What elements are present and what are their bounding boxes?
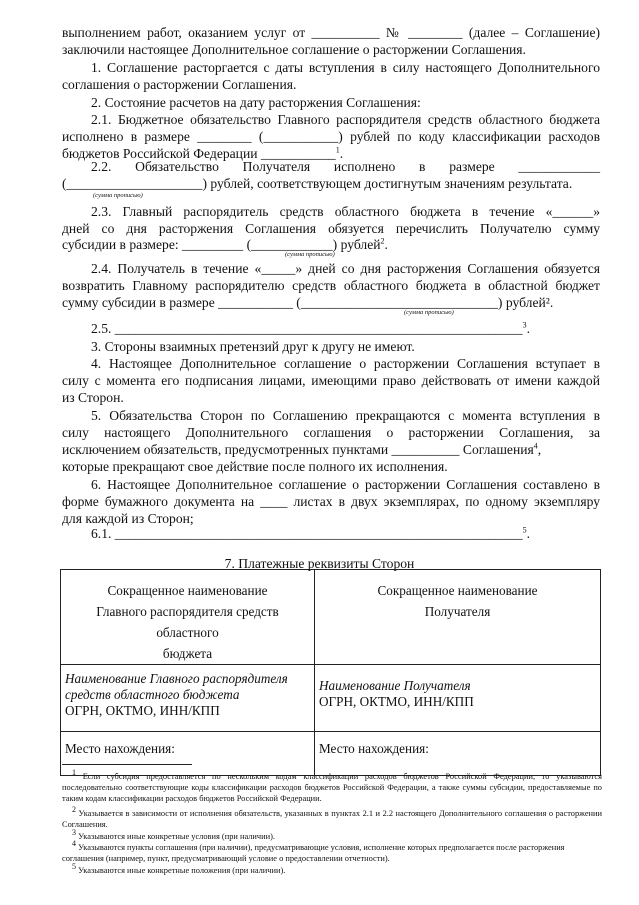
text-span: 6.1. ____________________________________________________________ xyxy=(91,526,523,541)
text-span: . xyxy=(384,237,388,252)
table-row xyxy=(61,732,601,776)
location-label: Место нахождения: xyxy=(65,741,175,756)
location-label: Место нахождения: xyxy=(319,741,429,756)
hint-amount-words: (сумма прописью) xyxy=(285,251,335,258)
text-line: соглашения о расторжении Соглашения. xyxy=(62,77,297,92)
left-name-cell xyxy=(61,665,315,732)
footnote-ref: 3 xyxy=(522,320,527,330)
footnote-5 xyxy=(62,862,602,876)
clause-2: 2. Состояние расчетов на дату расторжения Соглашения: xyxy=(91,95,421,110)
header-line: Сокращенное наименование xyxy=(107,583,268,598)
text-line: исполнено в размере ________ (___________) рублей по коду классификации расходов xyxy=(62,129,600,144)
footnote-ref: 4 xyxy=(533,441,538,451)
left-header-cell xyxy=(61,570,315,665)
footnote-text: Указываются иные конкретные положения (при наличии). xyxy=(78,866,286,875)
codes-line: ОГРН, ОКТМО, ИНН/КПП xyxy=(65,703,220,718)
clause-2-5 xyxy=(91,320,530,337)
right-header-cell xyxy=(315,570,601,665)
right-location-cell xyxy=(315,732,601,776)
text-span: . xyxy=(526,321,531,336)
name-line: Наименование Получателя xyxy=(319,678,471,693)
clause-6-1 xyxy=(91,525,530,542)
text-span: . xyxy=(526,526,531,541)
footnote-3 xyxy=(62,828,602,842)
footnote-4 xyxy=(62,839,602,864)
table-row xyxy=(61,570,601,665)
section-7-title: 7. Платежные реквизиты Сторон xyxy=(224,556,415,571)
text-line: выполнением работ, оказанием услуг от __________ № ________ (далее – Соглашение) xyxy=(62,25,600,40)
table-row xyxy=(61,665,601,732)
clause-4: 4. Настоящее Дополнительное соглашение о расторжении Соглашения вступает в xyxy=(91,356,600,371)
clause-2-1: 2.1. Бюджетное обязательство Главного распорядителя средств областного бюджета xyxy=(91,112,600,127)
text-line xyxy=(62,441,600,458)
footnote-1 xyxy=(62,768,602,804)
clause-2-4: 2.4. Получатель в течение «_____» дней со дня расторжения Соглашения обязуется xyxy=(91,261,600,276)
text-line: из Сторон. xyxy=(62,390,124,405)
right-name-cell xyxy=(315,665,601,732)
header-line: бюджета xyxy=(162,646,213,661)
footnote-number: 4 xyxy=(72,839,76,849)
text-line: заключили настоящее Дополнительное соглашение о расторжении Соглашения. xyxy=(62,42,526,57)
footnote-text: Указывается в зависимости от исполнения обязательств, указанных в пунктах 2.1 и 2.2 настоящего Дополнительного соглашения о расторжении Соглашения. xyxy=(62,809,602,829)
payment-details-table xyxy=(60,569,601,776)
footnote-text: Указываются иные конкретные условия (при наличии). xyxy=(78,832,275,841)
text-span: исключением обязательств, предусмотренных пунктами __________ Соглашения xyxy=(62,442,534,457)
text-span: бюджетов Российской Федерации ___________ xyxy=(62,146,336,161)
footnote-number: 3 xyxy=(72,828,76,838)
text-line: силу с момента его подписания лицами, имеющими право действовать от имени каждой xyxy=(62,373,600,388)
footnote-2 xyxy=(62,805,602,830)
text-line: которые прекращают свое действие после полного их исполнения. xyxy=(62,459,448,474)
clause-1: 1. Соглашение расторгается с даты вступления в силу настоящего Дополнительного xyxy=(91,60,600,75)
text-span: 2.5. ____________________________________________________________ xyxy=(91,321,523,336)
footnote-number: 1 xyxy=(72,768,76,778)
clause-5: 5. Обязательства Сторон по Соглашению прекращаются с момента вступления в xyxy=(91,408,600,423)
header-line: Получателя xyxy=(424,604,491,619)
footnote-ref: 2 xyxy=(380,236,385,246)
text-span: . xyxy=(339,146,344,161)
text-line: (____________________) рублей, соответствующем достигнутым значениям результата. xyxy=(62,176,573,191)
text-line: форме бумажного документа на ____ листах в двух экземплярах, по одному экземпляру xyxy=(62,494,600,509)
footnote-number: 2 xyxy=(72,805,76,815)
clause-3: 3. Стороны взаимных претензий друг к другу не имеют. xyxy=(91,339,415,354)
text-line: дней со дня расторжения Соглашения обязуется перечислить Получателю сумму xyxy=(62,221,600,236)
text-span: , xyxy=(537,442,542,457)
footnote-text: Если субсидия предоставляется по нескольким кодам классификации расходов бюджетов Российской Федерации, то указываются последовательно соответствующие коды классификации расходов бюджетов Российской Федерации, а также суммы субсидии, предоставляемые по таким кодам классификации расходов бюджетов Российской Федерации. xyxy=(62,772,602,803)
text-line: силу настоящего Дополнительного соглашения о расторжении Соглашения, за xyxy=(62,425,600,440)
name-line: средств областного бюджета xyxy=(65,687,240,702)
footnote-ref: 5 xyxy=(522,525,527,535)
text-line: для каждой из Сторон; xyxy=(62,511,194,526)
header-line: Главного распорядителя средств областного xyxy=(96,604,279,640)
footnote-text: Указываются пункты соглашения (при наличии), предусматривающие условия, исполнение которых предполагается после расторжения соглашения (например, пункт, предусматривающий условие о предоставлении отчетности). xyxy=(62,843,565,863)
footnote-ref: 1 xyxy=(335,145,340,155)
text-span: субсидии в размере: _________ (____________) рублей xyxy=(62,237,381,252)
clause-2-3: 2.3. Главный распорядитель средств областного бюджета в течение «______» xyxy=(91,204,600,219)
hint-amount-words: (сумма прописью) xyxy=(93,192,143,199)
footnote-number: 5 xyxy=(72,862,76,872)
cell-content xyxy=(65,570,310,664)
text-line: возвратить Главному распорядителю средств областного бюджета в областной бюджет xyxy=(62,278,600,293)
text-line xyxy=(62,236,388,253)
header-line: Сокращенное наименование xyxy=(377,583,538,598)
codes-line: ОГРН, ОКТМО, ИНН/КПП xyxy=(319,694,474,709)
hint-amount-words: (сумма прописью) xyxy=(404,309,454,316)
footnote-divider xyxy=(62,764,192,765)
cell-content xyxy=(319,570,596,622)
clause-6: 6. Настоящее Дополнительное соглашение о расторжении Соглашения составлено в xyxy=(91,477,600,492)
name-line: Наименование Главного распорядителя xyxy=(65,671,288,686)
clause-2-2: 2.2. Обязательство Получателя исполнено в размере ____________ xyxy=(91,159,600,174)
text-line: сумму субсидии в размере ___________ (_____________________________) рублей². xyxy=(62,295,554,310)
left-location-cell xyxy=(61,732,315,776)
